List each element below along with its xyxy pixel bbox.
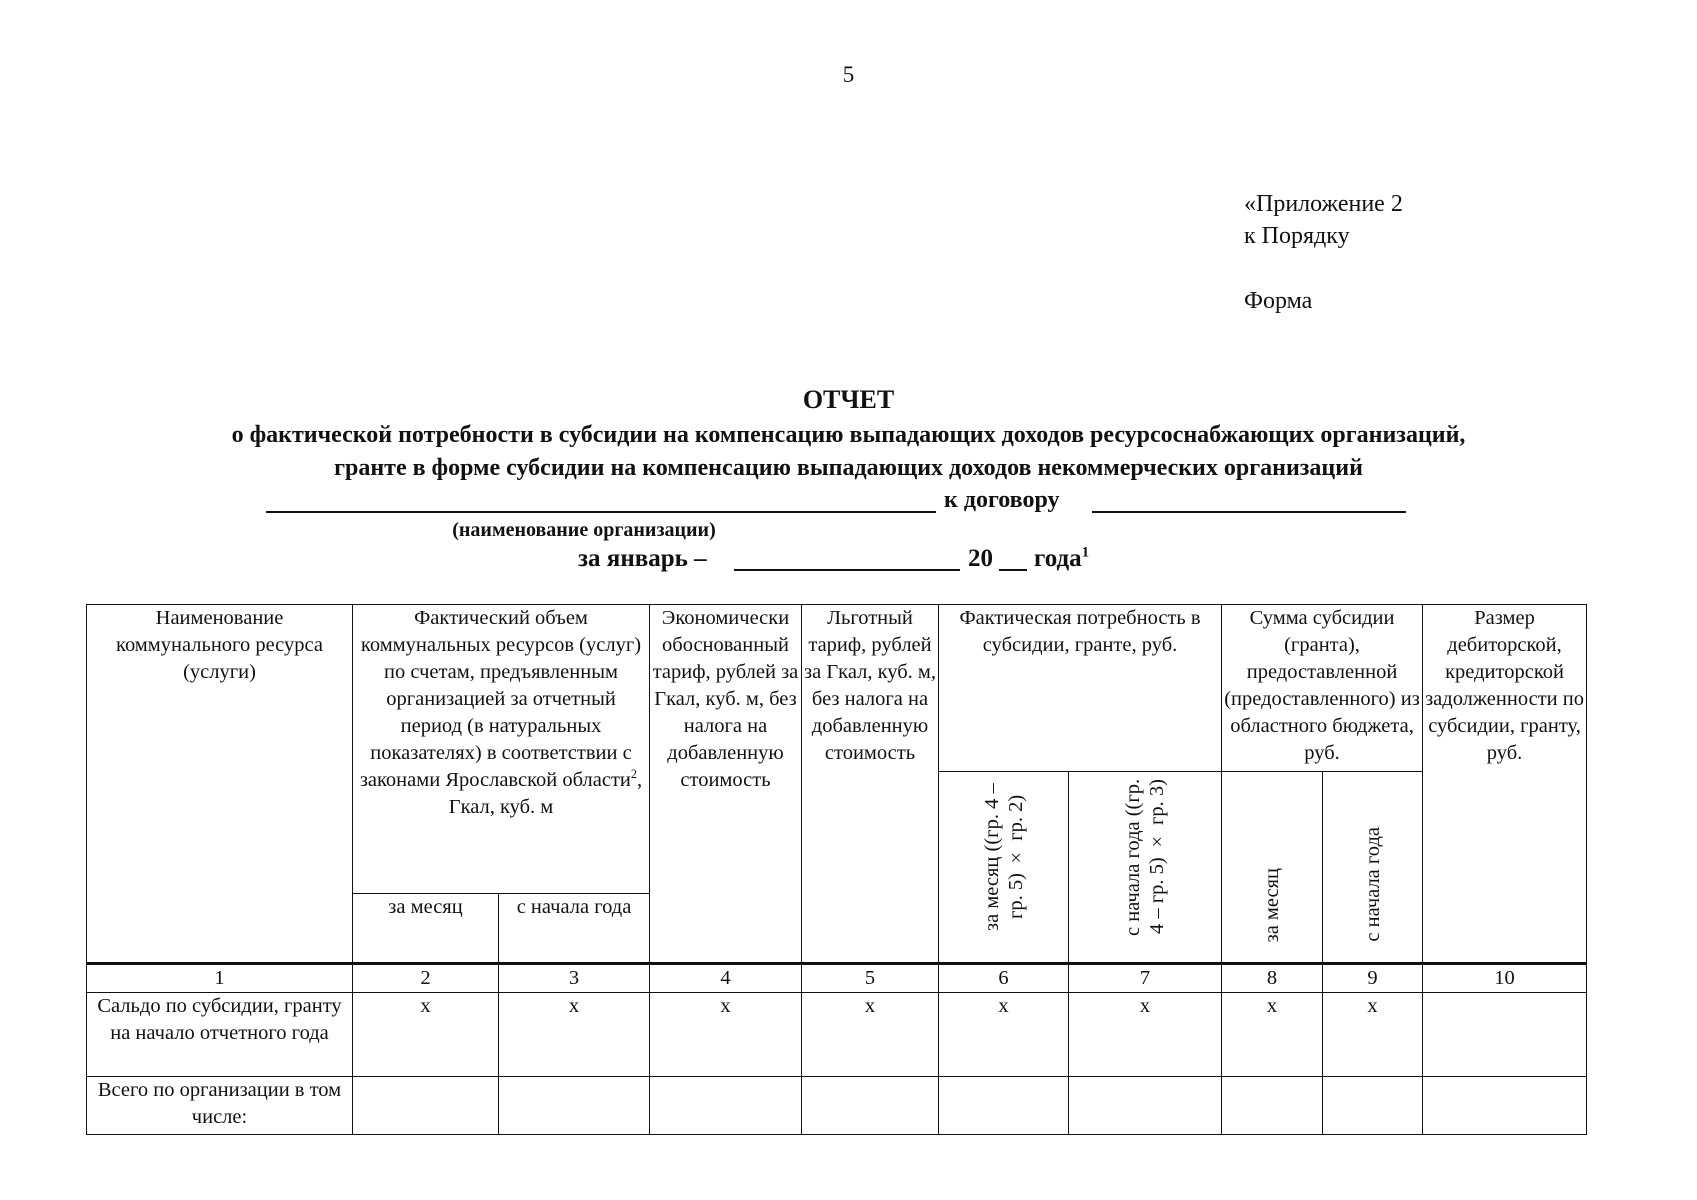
header-volume-month: за месяц <box>353 893 499 963</box>
header-economic-tariff: Экономически обоснованный тариф, рублей за Гкал, куб. м, без налога на добавленную стоимость <box>650 605 802 964</box>
to-contract-label: к договору <box>944 487 1060 513</box>
annex-line: «Приложение 2 <box>1244 191 1403 217</box>
report-title: ОТЧЕТ <box>802 385 895 414</box>
table-row <box>87 1077 1587 1135</box>
cell-mark: х <box>1069 993 1222 1077</box>
header-subsidy-sum: Сумма субсидии (гранта), предоставленной (предоставленного) из областного бюджета, руб. <box>1222 605 1423 772</box>
cell-mark: х <box>353 993 499 1077</box>
month-blank[interactable] <box>734 545 960 571</box>
cell-empty[interactable] <box>650 1077 802 1135</box>
cell-empty[interactable] <box>802 1077 939 1135</box>
header-actual-volume: Фактический объем коммунальных ресурсов (услуг) по счетам, предъявленным организацией за отчетный период (в натуральных показателях) в соответствии с законами Ярославской области$^2$, Гкал, куб. м <box>353 605 650 894</box>
contract-blank[interactable] <box>1092 487 1406 513</box>
subtitle-line-2: гранте в форме субсидии на компенсацию выпадающих доходов некоммерческих организаций <box>334 455 1363 481</box>
subtitle-line-1: о фактической потребности в субсидии на компенсацию выпадающих доходов ресурсоснабжающих организаций, <box>231 422 1466 448</box>
form-label: Форма <box>1244 288 1313 314</box>
organization-blank[interactable] <box>266 487 936 513</box>
cell-mark: х <box>802 993 939 1077</box>
header-actual-need: Фактическая потребность в субсидии, гранте, руб. <box>939 605 1222 772</box>
column-number: 4 <box>650 964 802 993</box>
header-subsidy-year: с начала года <box>1323 772 1423 964</box>
table-row <box>87 993 1587 1077</box>
annex-block <box>1244 188 1403 317</box>
cell-empty[interactable] <box>939 1077 1069 1135</box>
column-number: 8 <box>1222 964 1323 993</box>
header-subsidy-month: за месяц <box>1222 772 1323 964</box>
header-need-year: с начала года ((гр. 4 – гр. 5) × гр. 3) <box>1069 772 1222 964</box>
cell-empty[interactable] <box>499 1077 650 1135</box>
cell-debt[interactable] <box>1423 993 1587 1077</box>
year-blank[interactable] <box>999 545 1027 571</box>
column-numbers-row <box>87 964 1587 993</box>
cell-mark: х <box>499 993 650 1077</box>
column-number: 9 <box>1323 964 1423 993</box>
footnote-1: 1 <box>1081 544 1090 561</box>
annex-order-line: к Порядку <box>1244 223 1350 249</box>
column-number: 6 <box>939 964 1069 993</box>
header-preferential-tariff: Льготный тариф, рублей за Гкал, куб. м, без налога на добавленную стоимость <box>802 605 939 964</box>
cell-empty[interactable] <box>1423 1077 1587 1135</box>
cell-mark: х <box>1323 993 1423 1077</box>
column-number: 1 <box>87 964 353 993</box>
header-resource-name: Наименование коммунального ресурса (услуги) <box>87 605 353 964</box>
header-debt-size: Размер дебиторской, кредиторской задолженности по субсидии, гранту, руб. <box>1423 605 1587 964</box>
cell-empty[interactable] <box>353 1077 499 1135</box>
report-table <box>86 604 1587 1135</box>
column-number: 10 <box>1423 964 1587 993</box>
cell-empty[interactable] <box>1222 1077 1323 1135</box>
column-number: 2 <box>353 964 499 993</box>
column-number: 7 <box>1069 964 1222 993</box>
cell-empty[interactable] <box>1069 1077 1222 1135</box>
header-need-month: за месяц ((гр. 4 – гр. 5) × гр. 2) <box>939 772 1069 964</box>
period-prefix: за январь – <box>578 545 707 572</box>
page-number: 5 <box>842 62 855 87</box>
header-volume-year: с начала года <box>499 893 650 963</box>
cell-mark: х <box>939 993 1069 1077</box>
cell-mark: х <box>1222 993 1323 1077</box>
organization-caption: (наименование организации) <box>452 519 716 541</box>
report-subtitle <box>0 419 1697 485</box>
cell-empty[interactable] <box>1323 1077 1423 1135</box>
year-prefix: 20 <box>968 545 993 572</box>
column-number: 5 <box>802 964 939 993</box>
cell-mark: х <box>650 993 802 1077</box>
column-number: 3 <box>499 964 650 993</box>
row-label-opening-balance: Сальдо по субсидии, гранту на начало отчетного года <box>87 993 353 1077</box>
row-label-total: Всего по организации в том числе: <box>87 1077 353 1135</box>
year-suffix: года$^1$ <box>1034 544 1090 572</box>
